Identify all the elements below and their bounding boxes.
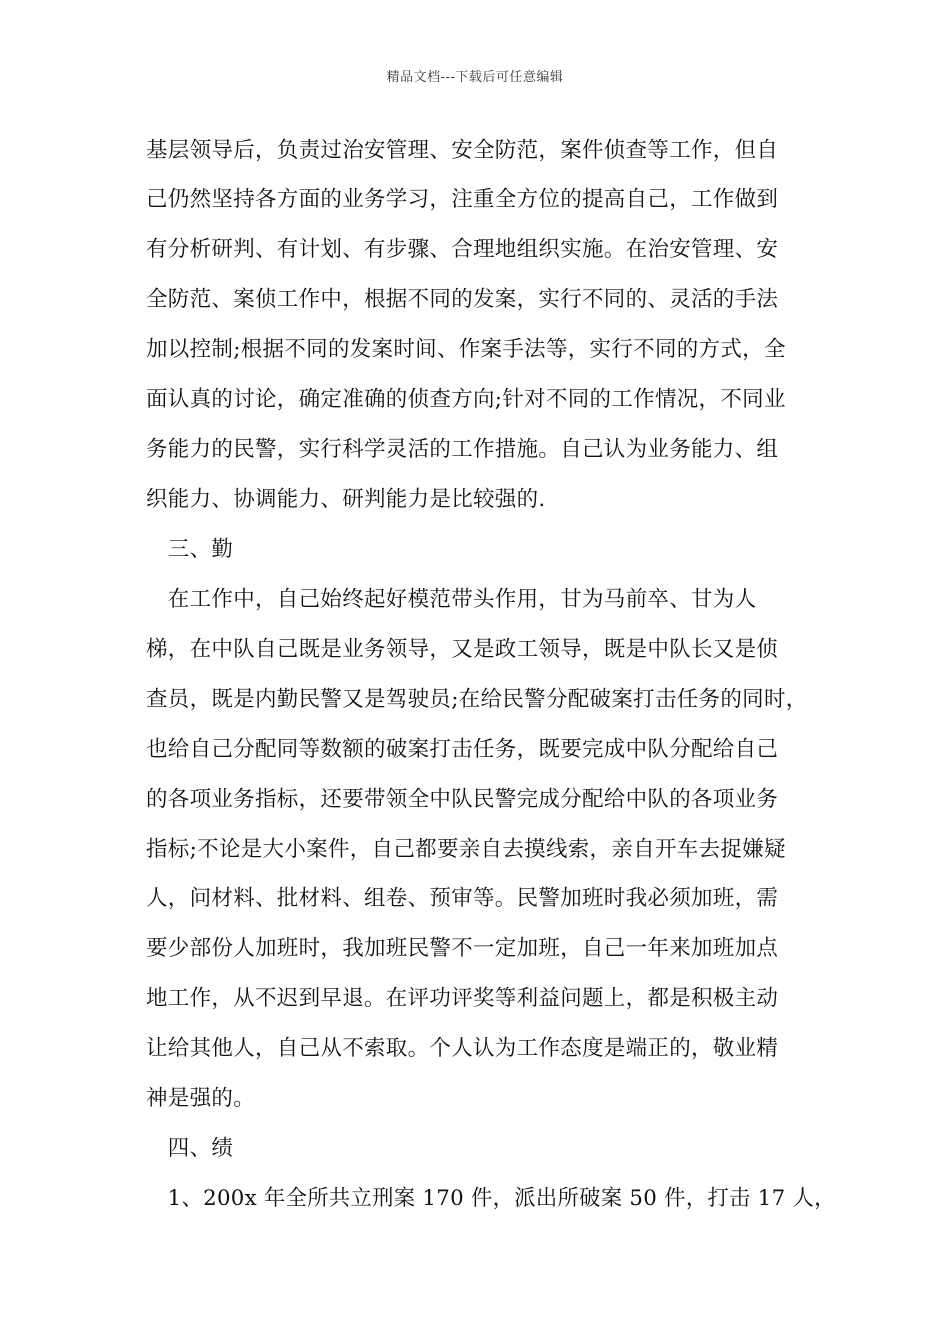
body-line: 的各项业务指标，还要带领全中队民警完成分配给中队的各项业务	[146, 787, 779, 812]
body-line: 己仍然坚持各方面的业务学习，注重全方位的提高自己，工作做到	[146, 187, 779, 212]
body-line: 务能力的民警，实行科学灵活的工作措施。自己认为业务能力、组	[146, 437, 779, 462]
section-heading: 三、勤	[146, 537, 234, 562]
body-line: 查员，既是内勤民警又是驾驶员;在给民警分配破案打击任务的同时，	[146, 687, 808, 712]
body-line: 要少部份人加班时，我加班民警不一定加班，自己一年来加班加点	[146, 936, 779, 961]
body-line: 让给其他人，自己从不索取。个人认为工作态度是端正的，敬业精	[146, 1036, 779, 1061]
body-line: 人，问材料、批材料、组卷、预审等。民警加班时我必须加班，需	[146, 886, 779, 911]
body-line: 神是强的。	[146, 1086, 256, 1111]
body-line: 有分析研判、有计划、有步骤、合理地组织实施。在治安管理、安	[146, 237, 779, 262]
body-line: 也给自己分配同等数额的破案打击任务，既要完成中队分配给自己	[146, 737, 779, 762]
body-line: 指标;不论是大小案件，自己都要亲自去摸线索，亲自开车去捉嫌疑	[146, 837, 786, 862]
body-line: 基层领导后，负责过治安管理、安全防范，案件侦查等工作，但自	[146, 138, 779, 163]
body-line: 加以控制;根据不同的发案时间、作案手法等，实行不同的方式，全	[146, 337, 786, 362]
body-line: 全防范、案侦工作中，根据不同的发案，实行不同的、灵活的手法	[146, 287, 779, 312]
page-header: 精品文档---下载后可任意编辑	[386, 70, 564, 85]
section-heading: 四、绩	[146, 1136, 234, 1161]
body-line: 在工作中，自己始终起好模范带头作用，甘为马前卒、甘为人	[146, 587, 757, 612]
body-line: 织能力、协调能力、研判能力是比较强的.	[146, 487, 546, 512]
body-line: 地工作，从不迟到早退。在评功评奖等利益问题上，都是积极主动	[146, 986, 779, 1011]
body-line: 1、200x 年全所共立刑案 170 件，派出所破案 50 件，打击 17 人，	[146, 1186, 836, 1211]
body-line: 面认真的讨论，确定准确的侦查方向;针对不同的工作情况，不同业	[146, 387, 786, 412]
body-line: 梯，在中队自己既是业务领导，又是政工领导，既是中队长又是侦	[146, 637, 779, 662]
